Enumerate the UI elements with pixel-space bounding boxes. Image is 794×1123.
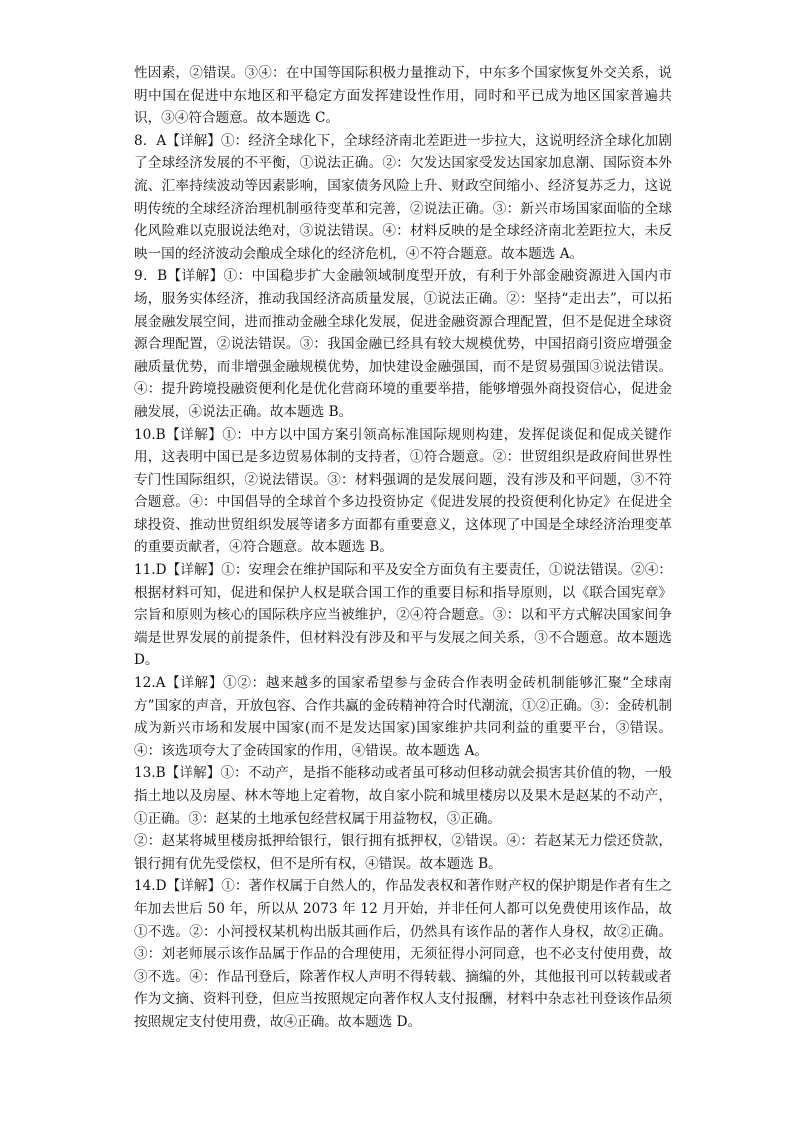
paragraph-q10: 10.B【详解】①：中方以中国方案引领高标准国际规则构建，发挥促谈促和促成关键作用，这表明中国已是多边贸易体制的支持者，①符合题意。②：世贸组织是政府间世界性专门性国际组织，②说法错误。③：材料强调的是发展问题，没有涉及和平问题，③不符合题意。④：中国倡导的全球首个多边投资协定《促进发展的投资便利化协定》在促进全球投资、推动世贸组织发展等诸多方面都有重要意义，这体现了中国是全球经济治理变革的重要贡献者，④符合题意。故本题选 B。 [134, 426, 672, 556]
paragraph-q7-continued: 性因素，②错误。③④：在中国等国际积极力量推动下，中东多个国家恢复外交关系，说明中国在促进中东地区和平稳定方面发挥建设性作用，同时和平已成为地区国家普遍共识，③④符合题意。故本题选 C。 [134, 65, 672, 127]
paragraph-q12: 12.A【详解】①②：越来越多的国家希望参与金砖合作表明金砖机制能够汇聚“全球南方”国家的声音，开放包容、合作共赢的金砖精神符合时代潮流，①②正确。③：金砖机制成为新兴市场和发展中国家(而不是发达国家)国家维护共同利益的重要平台，③错误。④：该选项夸大了金砖国家的作用，④错误。故本题选 A。 [134, 675, 672, 759]
paragraph-q8: 8．A【详解】①：经济全球化下，全球经济南北差距进一步拉大，这说明经济全球化加剧了全球经济发展的不平衡，①说法正确。②：欠发达国家受发达国家加息潮、国际资本外流、汇率持续波动等因素影响，国家债务风险上升、财政空间缩小、经济复苏乏力，这说明传统的全球经济治理机制亟待变革和完善，②说法正确。③：新兴市场国家面临的全球化风险难以克服说法绝对，③说法错误。④：材料反映的是全球经济南北差距拉大，未反映一国的经济波动会酿成全球化的经济危机，④不符合题意。故本题选 A。 [134, 132, 672, 262]
paragraph-q14: 14.D【详解】①：著作权属于自然人的，作品发表权和著作财产权的保护期是作者有生之年加去世后 50 年，所以从 2073 年 12 月开始，并非任何人都可以免费使用该作品，故①不选。②：小河授权某机构出版其画作后，仍然具有该作品的著作人身权，故②正确。③：刘老师展示该作品属于作品的合理使用，无须征得小河同意，也不必支付使用费，故③不选。④：作品刊登后，除著作权人声明不得转载、摘编的外，其他报刊可以转载或者作为文摘、资料刊登，但应当按照规定向著作权人支付报酬，材料中杂志社刊登该作品须按照规定支付使用费，故④正确。故本题选 D。 [134, 878, 672, 1030]
paragraph-q9: 9．B【详解】①：中国稳步扩大金融领域制度型开放，有利于外部金融资源进入国内市场，服务实体经济，推动我国经济高质量发展，①说法正确。②：坚持“走出去”，可以拓展金融发展空间，进而推动金融全球化发展，促进金融资源合理配置，但不是促进全球资源合理配置，②说法错误。③：我国金融已经具有较大规模优势，中国招商引资应增强金融质量优势，而非增强金融规模优势，加快建设金融强国，而不是贸易强国③说法错误。④：提升跨境投融资便利化是优化营商环境的重要举措，能够增强外商投资信心，促进金融发展，④说法正确。故本题选 B。 [134, 268, 672, 420]
paragraph-q11: 11.D【详解】①：安理会在维护国际和平及安全方面负有主要责任，①说法错误。②④：根据材料可知，促进和保护人权是联合国工作的重要目标和指导原则，以《联合国宪章》宗旨和原则为核心的国际秩序应当被维护，②④符合题意。③：以和平方式解决国家间争端是世界发展的前提条件，但材料没有涉及和平与发展之间关系，③不合题意。故本题选 D。 [134, 562, 672, 669]
paragraph-q13-part1: 13.B【详解】①：不动产，是指不能移动或者虽可移动但移动就会损害其价值的物，一般指土地以及房屋、林木等地上定着物，故自家小院和城里楼房以及果木是赵某的不动产，①正确。③：赵某的土地承包经营权属于用益物权，③正确。 [134, 765, 672, 827]
paragraph-q13-part2: ②：赵某将城里楼房抵押给银行，银行拥有抵押权，②错误。④：若赵某无力偿还贷款，银行拥有优先受偿权，但不是所有权，④错误。故本题选 B。 [134, 833, 672, 872]
answer-explanations [134, 62, 672, 1034]
